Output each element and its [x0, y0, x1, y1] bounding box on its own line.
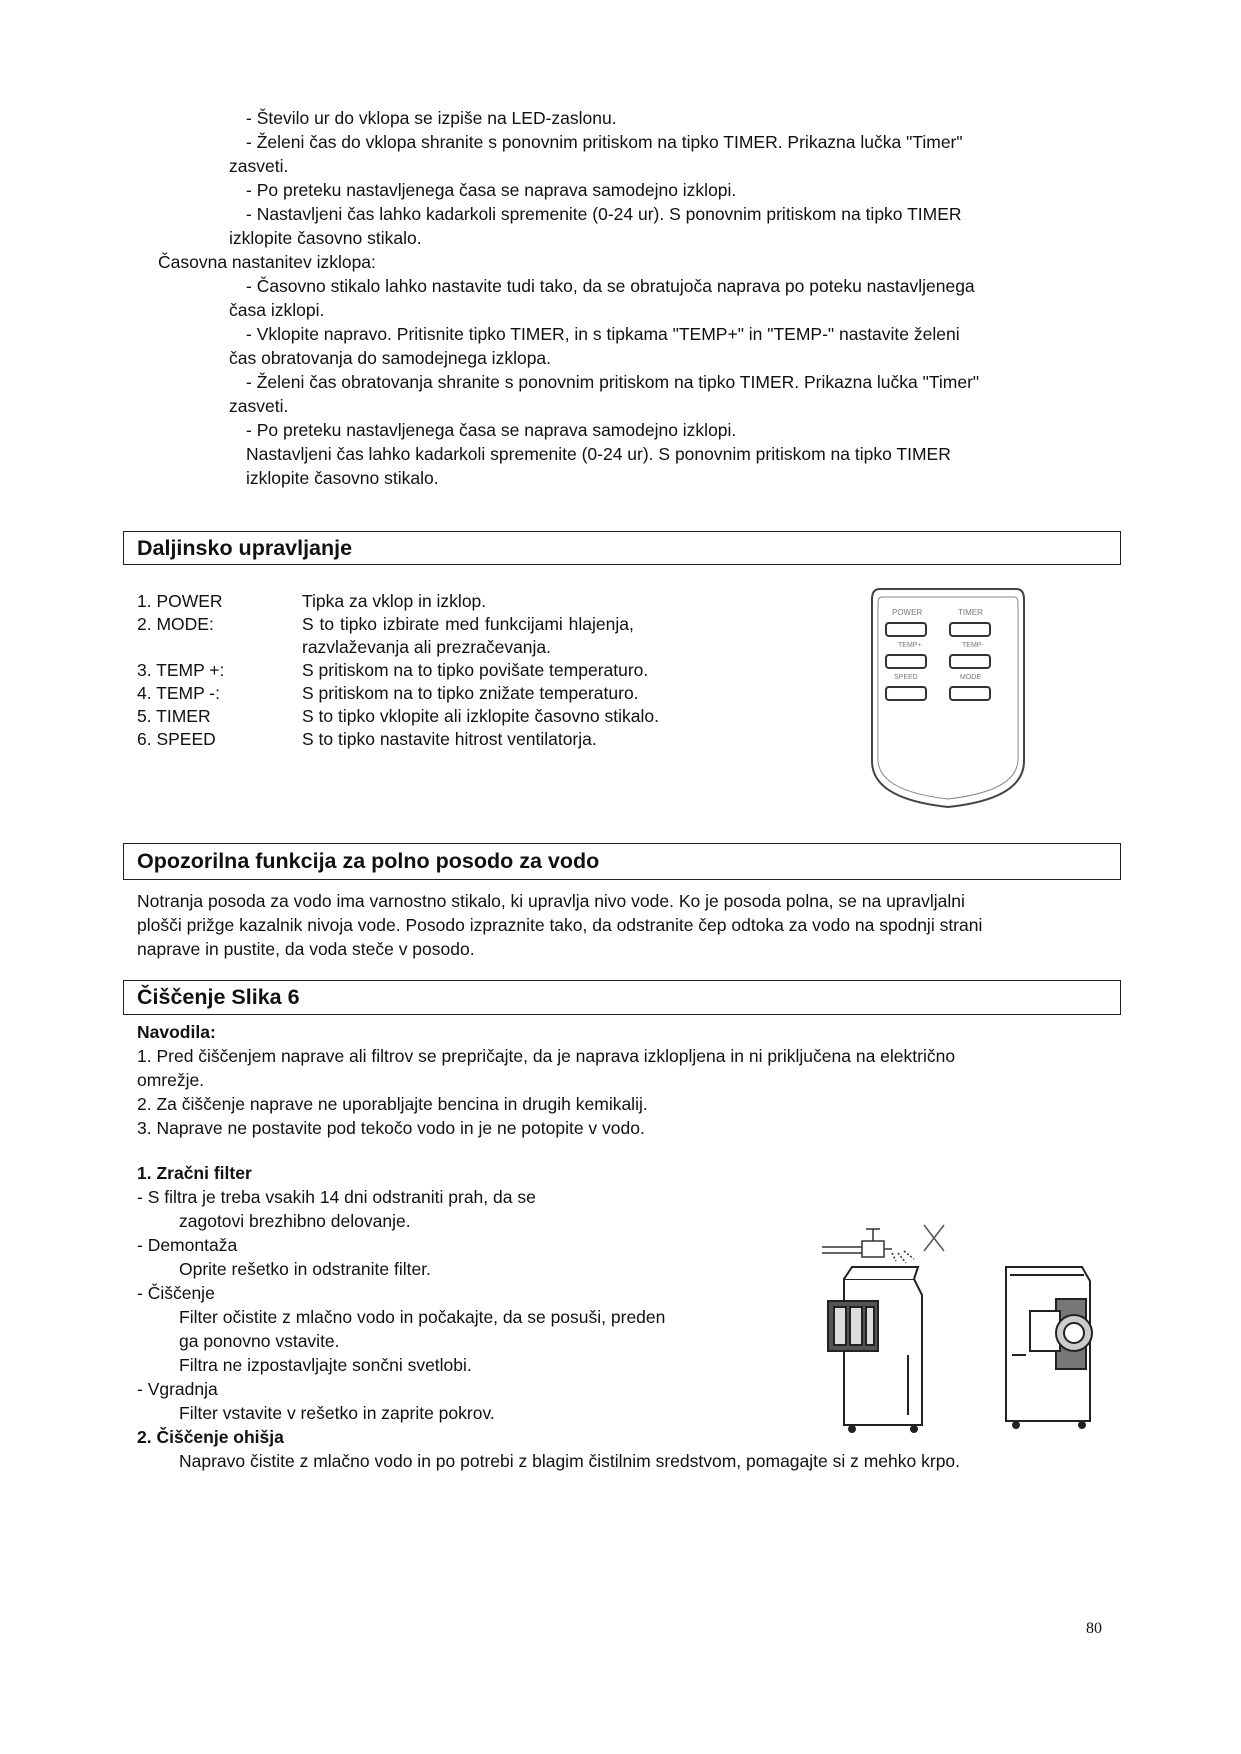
remote-label: SPEED — [894, 674, 918, 681]
warning-line: naprave in pustite, da voda steče v posodo. — [137, 939, 475, 959]
remote-label: TEMP- — [962, 642, 984, 649]
mode-button-shape — [950, 687, 990, 700]
air-conditioner-back-icon — [1006, 1267, 1092, 1428]
section-heading-warning: Opozorilna funkcija za polno posodo za vodo — [123, 843, 1121, 880]
remote-label: TEMP+ — [898, 642, 922, 649]
remote-key: 2. MODE: — [137, 614, 214, 634]
intro-line: - Želeni čas do vklopa shranite s ponovnim pritiskom na tipko TIMER. Prikazna lučka "Timer" — [246, 132, 963, 152]
cleaning-line: omrežje. — [137, 1070, 205, 1090]
remote-desc: S to tipko izbirate med funkcijami hlajenja, — [302, 614, 634, 634]
prohibited-x-icon — [924, 1225, 944, 1251]
filter-line: - S filtra je treba vsakih 14 dni odstraniti prah, da se — [137, 1187, 536, 1207]
warning-line: Notranja posoda za vodo ima varnostno stikalo, ki upravlja nivo vode. Ko je posoda polna, se na upravljalni — [137, 891, 965, 911]
intro-line: izklopite časovno stikalo. — [246, 468, 439, 488]
intro-line: čas obratovanja do samodejnega izklopa. — [229, 348, 552, 368]
filter-line: - Vgradnja — [137, 1379, 218, 1399]
filter-line: zagotovi brezhibno delovanje. — [179, 1211, 411, 1231]
temp-minus-button-shape — [950, 655, 990, 668]
remote-desc: S pritiskom na to tipko povišate temperaturo. — [302, 660, 649, 680]
housing-title: 2. Čiščenje ohišja — [137, 1427, 284, 1447]
remote-key: 5. TIMER — [137, 706, 211, 726]
filter-line: Filter vstavite v rešetko in zaprite pokrov. — [179, 1403, 495, 1423]
remote-desc: razvlaževanja ali prezračevanja. — [302, 637, 552, 657]
cleaning-line: 3. Naprave ne postavite pod tekočo vodo in je ne potopite v vodo. — [137, 1118, 645, 1138]
remote-desc: S pritiskom na to tipko znižate temperaturo. — [302, 683, 639, 703]
intro-line: - Nastavljeni čas lahko kadarkoli spremenite (0-24 ur). S ponovnim pritiskom na tipko TIMER — [246, 204, 962, 224]
cleaning-illustration — [820, 1215, 1120, 1445]
filter-line: Oprite rešetko in odstranite filter. — [179, 1259, 431, 1279]
power-button-shape — [886, 623, 926, 636]
remote-key: 4. TEMP -: — [137, 683, 220, 703]
intro-line: časa izklopi. — [229, 300, 325, 320]
intro-line: - Po preteku nastavljenega časa se naprava samodejno izklopi. — [246, 180, 737, 200]
remote-label: MODE — [960, 674, 981, 681]
housing-text: Napravo čistite z mlačno vodo in po potrebi z blagim čistilnim sredstvom, pomagajte si z mehko krpo. — [179, 1451, 961, 1471]
speed-button-shape — [886, 687, 926, 700]
air-conditioner-front-icon — [828, 1267, 922, 1432]
remote-key: 1. POWER — [137, 591, 223, 611]
cleaning-line: 2. Za čiščenje naprave ne uporabljajte bencina in drugih kemikalij. — [137, 1094, 648, 1114]
filter-line: Filter očistite z mlačno vodo in počakajte, da se posuši, preden — [179, 1307, 666, 1327]
remote-control-illustration — [868, 583, 1030, 815]
faucet-icon — [822, 1229, 914, 1263]
filter-line: - Demontaža — [137, 1235, 238, 1255]
intro-line: izklopite časovno stikalo. — [229, 228, 422, 248]
intro-line: Nastavljeni čas lahko kadarkoli spremenite (0-24 ur). S ponovnim pritiskom na tipko TIMER — [246, 444, 951, 464]
intro-line: zasveti. — [229, 156, 289, 176]
section-heading-cleaning: Čiščenje Slika 6 — [123, 980, 1121, 1015]
cleaning-line: 1. Pred čiščenjem naprave ali filtrov se prepričajte, da je naprava izklopljena in ni priključena na električno — [137, 1046, 956, 1066]
remote-desc: S to tipko nastavite hitrost ventilatorja. — [302, 729, 597, 749]
timer-button-shape — [950, 623, 990, 636]
remote-desc: Tipka za vklop in izklop. — [302, 591, 487, 611]
section-heading-remote: Daljinsko upravljanje — [123, 531, 1121, 565]
temp-plus-button-shape — [886, 655, 926, 668]
intro-line: - Časovno stikalo lahko nastavite tudi tako, da se obratujoča naprava po poteku nastavljenega — [246, 276, 975, 296]
remote-desc: S to tipko vklopite ali izklopite časovno stikalo. — [302, 706, 659, 726]
cleaning-subheading: Navodila: — [137, 1022, 216, 1042]
intro-line: - Želeni čas obratovanja shranite s ponovnim pritiskom na tipko TIMER. Prikazna lučka "Timer" — [246, 372, 980, 392]
intro-line: - Vklopite napravo. Pritisnite tipko TIMER, in s tipkama "TEMP+" in "TEMP-" nastavite želeni — [246, 324, 960, 344]
remote-label: TIMER — [958, 608, 983, 617]
intro-line: - Po preteku nastavljenega časa se naprava samodejno izklopi. — [246, 420, 737, 440]
intro-subheading: Časovna nastanitev izklopa: — [158, 252, 376, 272]
filter-line: ga ponovno vstavite. — [179, 1331, 340, 1351]
remote-key: 6. SPEED — [137, 729, 216, 749]
intro-line: zasveti. — [229, 396, 289, 416]
warning-line: plošči prižge kazalnik nivoja vode. Posodo izpraznite tako, da odstranite čep odtoka za vodo na spodnji strani — [137, 915, 983, 935]
remote-label: POWER — [892, 608, 923, 617]
filter-line: Filtra ne izpostavljajte sončni svetlobi. — [179, 1355, 472, 1375]
filter-line: - Čiščenje — [137, 1283, 215, 1303]
remote-key: 3. TEMP +: — [137, 660, 225, 680]
page-number: 80 — [1086, 1620, 1102, 1637]
filter-title: 1. Zračni filter — [137, 1163, 252, 1183]
intro-line: - Število ur do vklopa se izpiše na LED-zaslonu. — [246, 108, 617, 128]
